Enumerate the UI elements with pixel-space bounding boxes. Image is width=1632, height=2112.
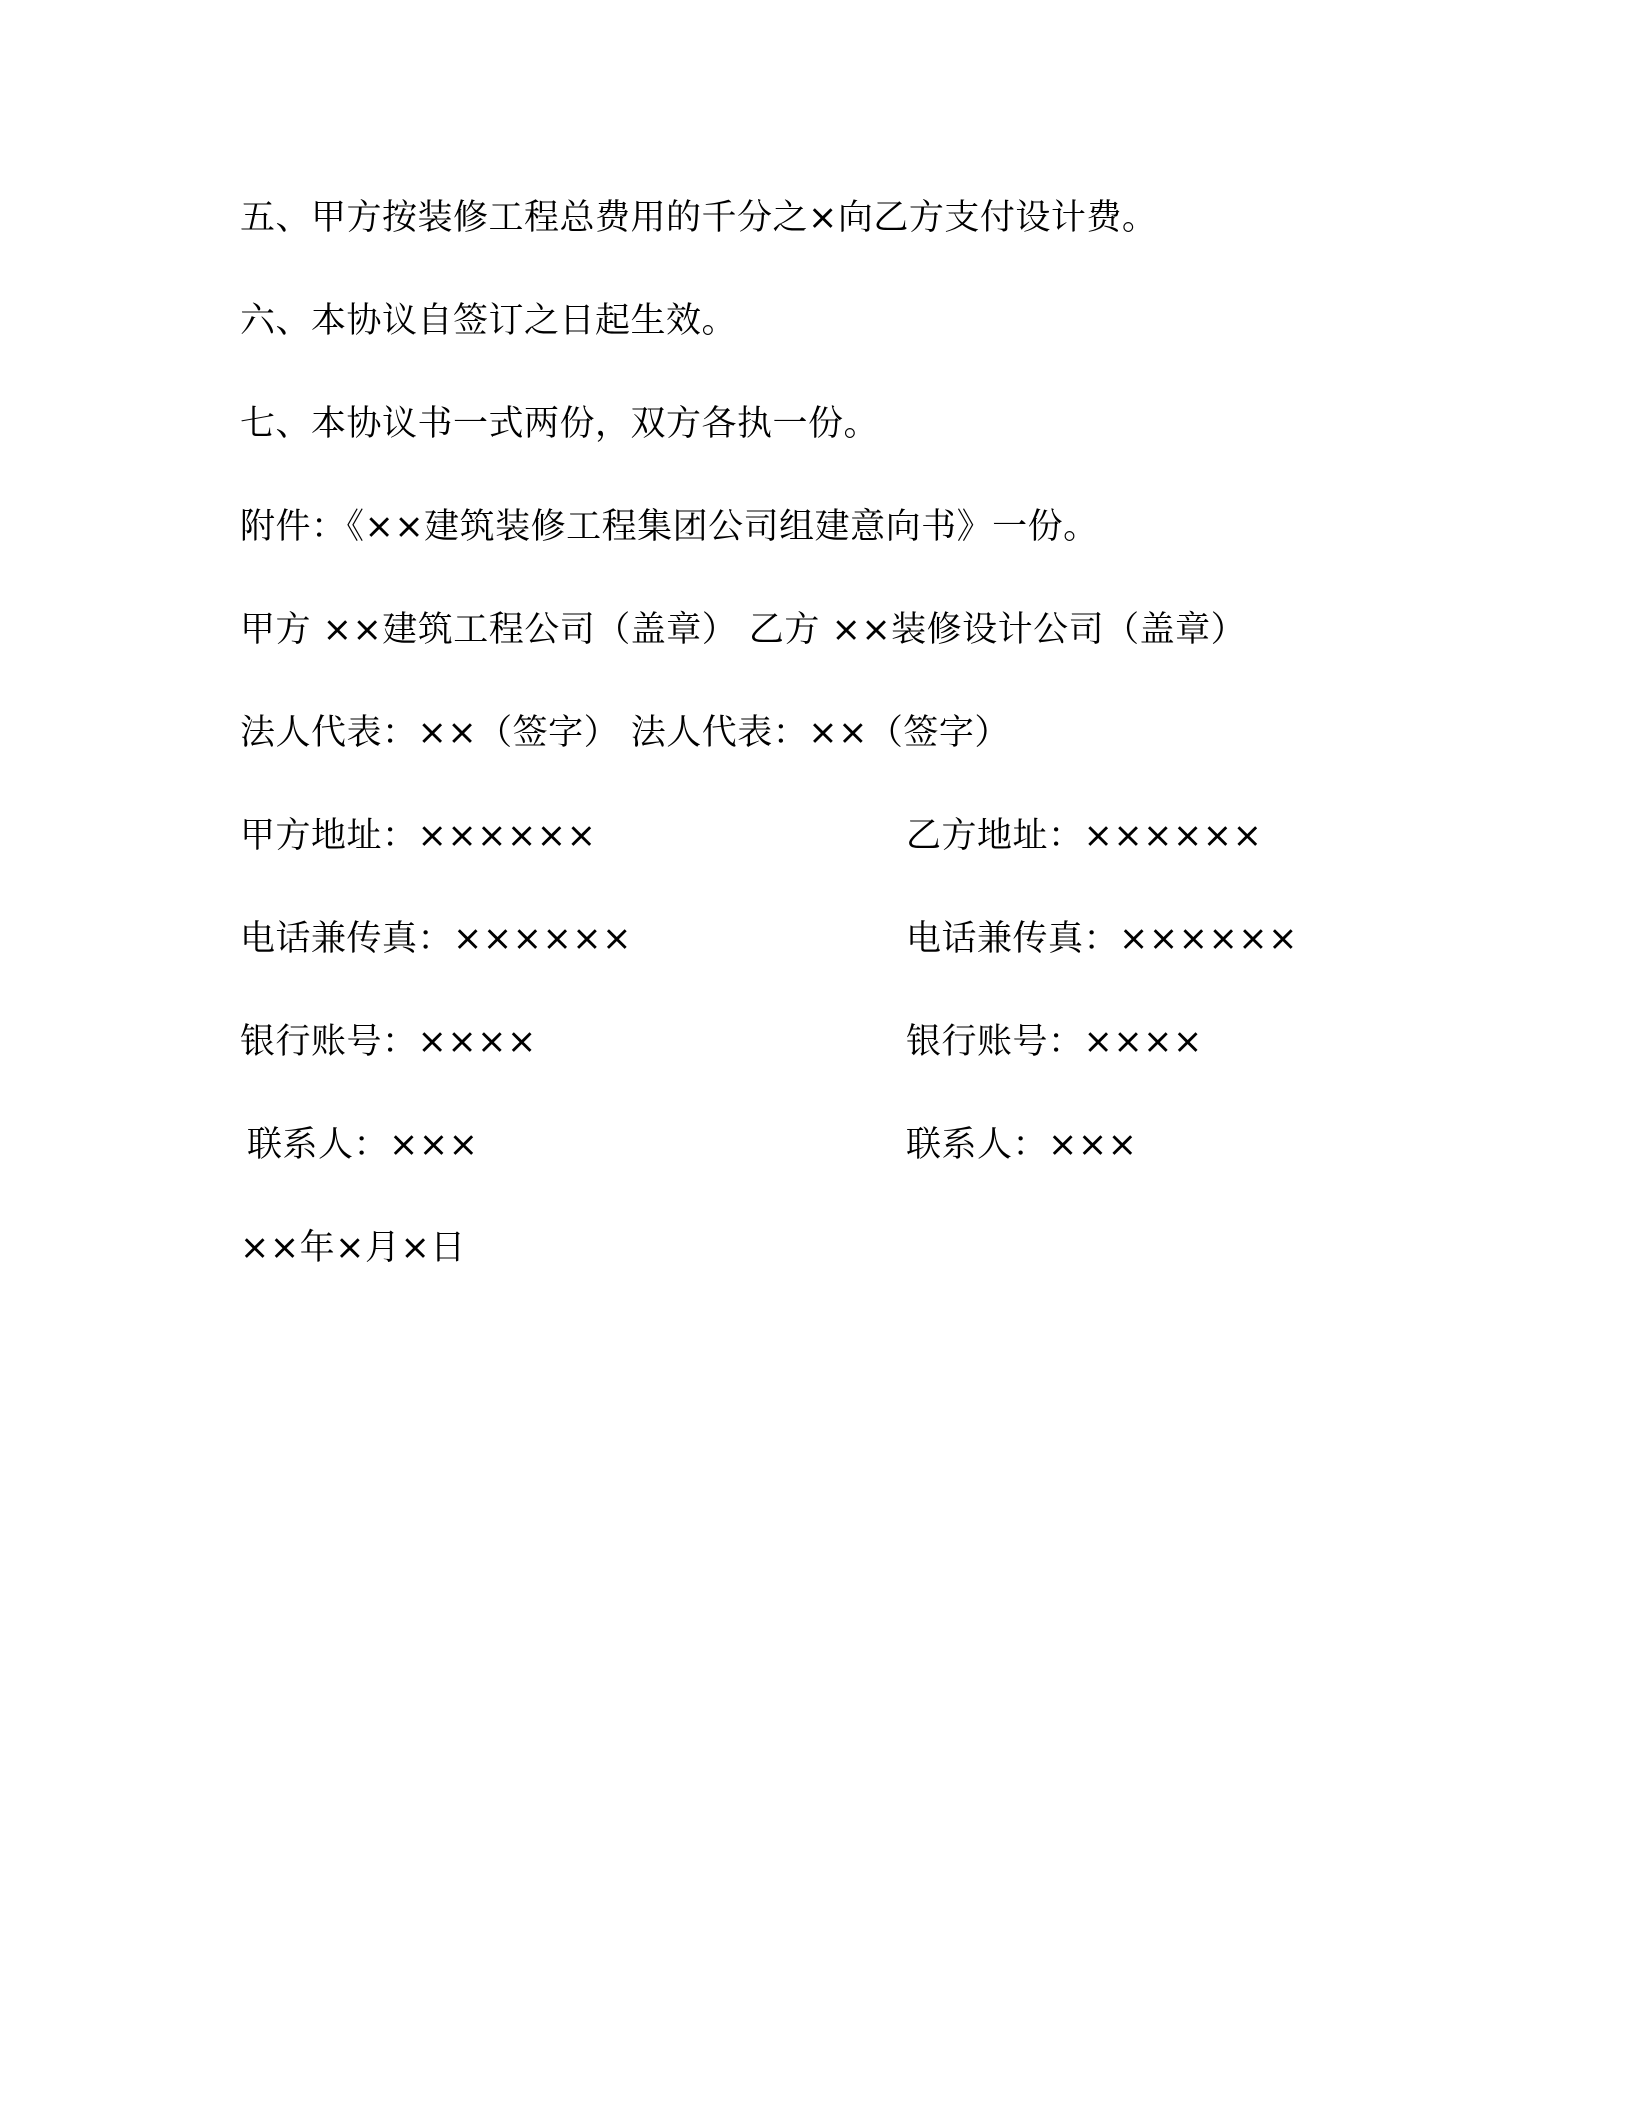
signing-date: ××年×月×日 [240, 1228, 466, 1268]
party-a-contact: 联系人：××× [247, 1125, 479, 1165]
party-b-address: 乙方地址：×××××× [906, 816, 1263, 856]
party-b-bank-account: 银行账号：×××× [906, 1022, 1203, 1062]
clause-seven: 七、本协议书一式两份，双方各执一份。 [240, 404, 880, 444]
clause-six: 六、本协议自签订之日起生效。 [240, 301, 738, 341]
party-a-phone-fax: 电话兼传真：×××××× [240, 919, 632, 959]
party-a-address: 甲方地址：×××××× [240, 816, 597, 856]
attachment-line: 附件：《××建筑装修工程集团公司组建意向书》一份。 [240, 507, 1099, 547]
parties-line: 甲方 ××建筑工程公司（盖章） 乙方 ××装修设计公司（盖章） [240, 610, 1247, 650]
legal-rep-line: 法人代表：××（签字） 法人代表：××（签字） [240, 713, 1010, 753]
party-a-bank-account: 银行账号：×××× [240, 1022, 537, 1062]
clause-five: 五、甲方按装修工程总费用的千分之×向乙方支付设计费。 [240, 198, 1158, 238]
party-b-phone-fax: 电话兼传真：×××××× [906, 919, 1298, 959]
party-b-contact: 联系人：××× [906, 1125, 1138, 1165]
